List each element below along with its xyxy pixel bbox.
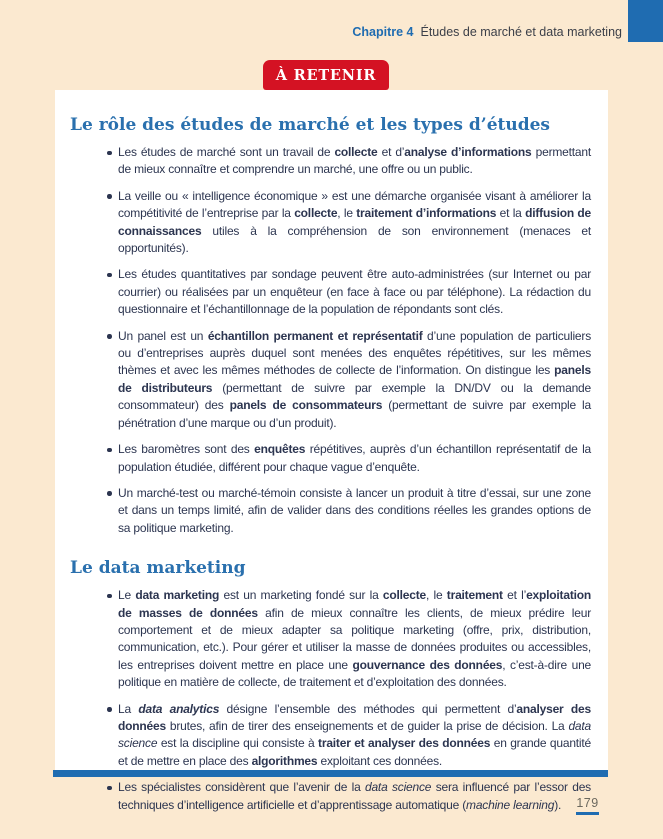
section-title: Le rôle des études de marché et les types d’études xyxy=(70,115,550,135)
corner-accent-block xyxy=(628,0,663,42)
page-number-text: 179 xyxy=(576,796,599,810)
page-header xyxy=(352,25,622,39)
bullet-list xyxy=(70,587,591,814)
bottom-accent-bar xyxy=(53,770,608,777)
list-item: Les spécialistes considèrent que l’avenir de la data science sera influencé par l’essor des techniques d’intelligence artificielle et d’apprentissage automatique (machine learning). xyxy=(107,779,591,814)
chapter-title: Études de marché et data marketing xyxy=(420,25,622,39)
list-item: La data analytics désigne l’ensemble des méthodes qui permettent d’analyser des données brutes, afin de tirer des enseignements et de guider la prise de décision. La data science est la discipline qui consiste à traiter et analyser des données en grande quantité et de mettre en place des algorithmes exploitant ces données. xyxy=(107,701,591,771)
chapter-label: Chapitre 4 xyxy=(352,25,414,39)
list-item: Un panel est un échantillon permanent et représentatif d’une population de particuliers ou d’entreprises auprès duquel sont menées des enquêtes répétitives, sur les mêmes thèmes et avec les mêmes méthodes de collecte de l’information. On distingue les panels de distributeurs (permettant de suivre par exemple la DN/DV ou la demande consommateur) des panels de consommateurs (permettant de suivre par exemple la pénétration d’une marque ou d’un produit). xyxy=(107,328,591,432)
section-title: Le data marketing xyxy=(70,558,246,579)
list-item: Un marché-test ou marché-témoin consiste à lancer un produit à titre d’essai, sur une zone et dans un temps limité, afin de valider dans des conditions réelles les grandes options de sa politique marketing. xyxy=(107,485,591,537)
list-item: Les études de marché sont un travail de collecte et d’analyse d’informations permettant de mieux connaître et comprendre un marché, une offre ou un public. xyxy=(107,144,591,179)
section xyxy=(70,115,591,537)
a-retenir-badge: À RETENIR xyxy=(263,60,389,90)
sections-container xyxy=(70,115,591,814)
list-item: Le data marketing est un marketing fondé sur la collecte, le traitement et l’exploitation de masses de données afin de mieux connaître les clients, de mieux prédire leur comportement et de mieux adapter sa politique marketing (offre, prix, distribution, communication, etc.). Pour gérer et utiliser la masse de données produites ou accessibles, les entreprises doivent mettre en place une gouvernance des données, c’est-à-dire une politique en matière de collecte, de traitement et d’exploitation des données. xyxy=(107,587,591,691)
list-item: La veille ou « intelligence économique » est une démarche organisée visant à améliorer la compétitivité de l’entreprise par la collecte, le traitement d’informations et la diffusion de connaissances utiles à la compréhension de son environnement (menaces et opportunités). xyxy=(107,188,591,258)
bullet-list xyxy=(70,144,591,537)
list-item: Les études quantitatives par sondage peuvent être auto-administrées (sur Internet ou par courrier) ou réalisées par un enquêteur (en face à face ou par téléphone). La rédaction du questionnaire et l’échantillonnage de la population de répondants sont clés. xyxy=(107,266,591,318)
list-item: Les baromètres sont des enquêtes répétitives, auprès d’un échantillon représentatif de la population étudiée, différent pour chaque vague d’enquête. xyxy=(107,441,591,476)
